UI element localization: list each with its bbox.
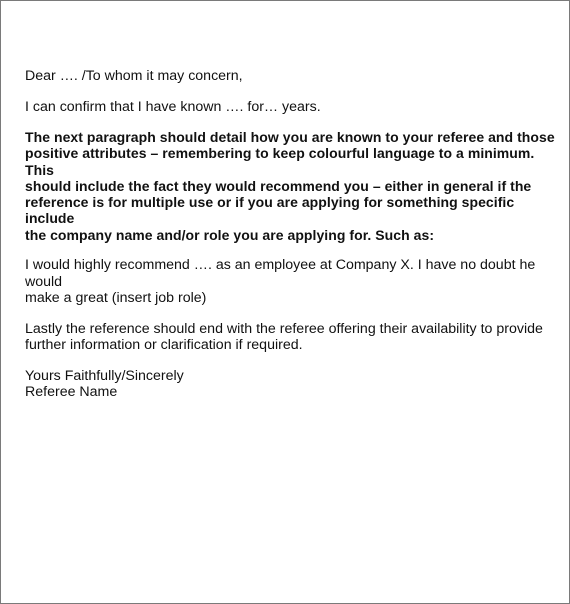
instruction-line: the company name and/or role you are applying for. Such as: [25, 226, 435, 243]
instruction-line: reference is for multiple use or if you are applying for something specific include [25, 194, 515, 227]
signature-block [25, 368, 565, 401]
instruction-paragraph [25, 129, 565, 243]
salutation: Dear …. /To whom it may concern, [25, 68, 243, 84]
availability-paragraph [25, 321, 565, 354]
referee-name: Referee Name [25, 384, 118, 401]
recommendation-line: make a great (insert job role) [25, 290, 207, 307]
instruction-line: positive attributes – remembering to keep colourful language to a minimum. This [25, 145, 535, 178]
letter-body [25, 68, 565, 401]
recommendation-paragraph [25, 257, 565, 307]
recommendation-line: I would highly recommend …. as an employee at Company X. I have no doubt he would [25, 257, 536, 290]
instruction-line: The next paragraph should detail how you are known to your referee and those [25, 129, 555, 145]
signoff: Yours Faithfully/Sincerely [25, 367, 184, 384]
availability-line: Lastly the reference should end with the referee offering their availability to provide [25, 320, 543, 337]
confirmation-line: I can confirm that I have known …. for… years. [25, 98, 321, 115]
instruction-line: should include the fact they would recommend you – either in general if the [25, 177, 532, 194]
availability-line: further information or clarification if required. [25, 337, 303, 354]
